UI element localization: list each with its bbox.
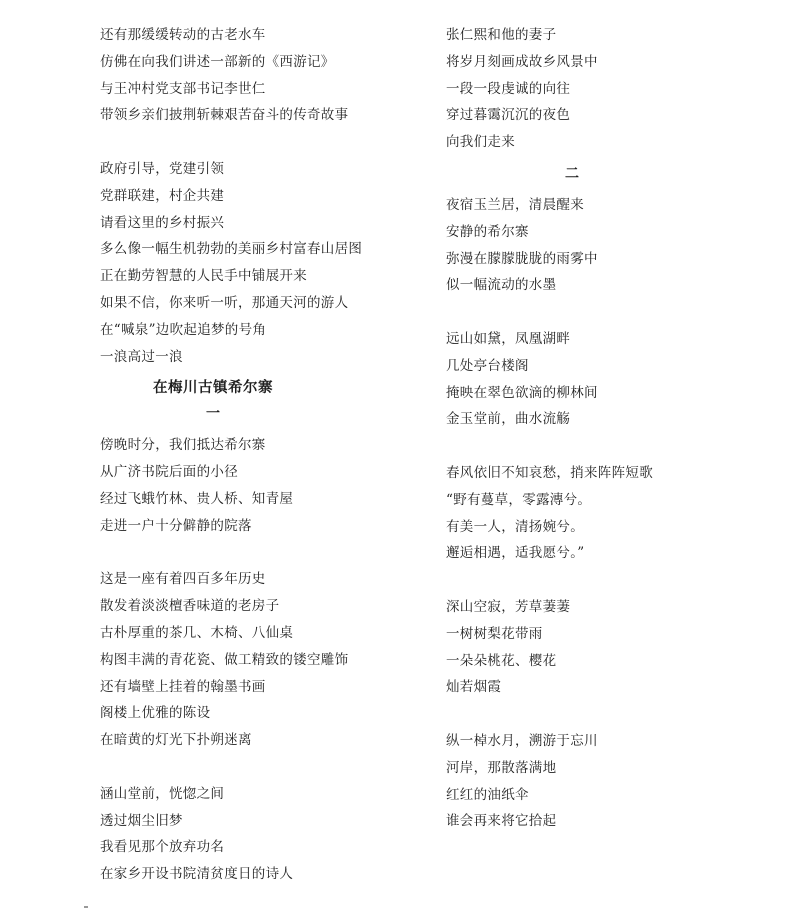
poem-line: 政府引导，党建引领 [100, 160, 225, 177]
poem-line: 掩映在翠色欲滴的柳林间 [446, 384, 598, 401]
poem-line: 与王冲村党支部书记李世仁 [100, 80, 266, 97]
poem-line: 似一幅流动的水墨 [446, 277, 557, 294]
poem-line: 走进一户十分僻静的院落 [100, 517, 252, 534]
poem-line: 河岸，那散落满地 [446, 759, 557, 776]
stanza [100, 566, 400, 754]
poem-line: 穿过暮霭沉沉的夜色 [446, 107, 571, 124]
poem-line: 在“喊泉”边吹起追梦的号角 [100, 321, 267, 338]
poem-line: 将岁月刻画成故乡风景中 [446, 53, 598, 70]
poem-line: 带领乡亲们披荆斩棘艰苦奋斗的传奇故事 [100, 107, 349, 124]
poem-line: 在暗黄的灯光下扑朔迷离 [100, 732, 252, 749]
right-stanzas-part2 [446, 192, 766, 835]
poem-line: 涵山堂前，恍惚之间 [100, 785, 225, 802]
poem-line: 请看这里的乡村振兴 [100, 214, 225, 231]
poem-line: 几处亭台楼阁 [446, 357, 529, 374]
poem-line: 远山如黛，凤凰湖畔 [446, 330, 571, 347]
poem-line: 张仁熙和他的妻子 [446, 27, 557, 43]
stanza [446, 326, 766, 433]
poem-line: 有美一人，清扬婉兮。 [446, 518, 584, 535]
poem-line: “野有蔓草，零露漙兮。 [446, 491, 592, 508]
poem-line: 一段一段虔诚的向往 [446, 80, 571, 97]
poem-line: 还有那缓缓转动的古老水车 [100, 27, 266, 43]
poem-line: 散发着淡淡檀香味道的老房子 [100, 598, 280, 615]
poem-line: 深山空寂，芳草萋萋 [446, 598, 571, 615]
stanza [100, 156, 400, 370]
poem-line: 向我们走来 [446, 134, 515, 151]
poem-line: 透过烟尘旧梦 [100, 812, 183, 829]
poem-line: 如果不信，你来听一听，那通天河的游人 [100, 294, 349, 311]
poem-line: 弥漫在朦朦胧胧的雨雾中 [446, 250, 598, 267]
stanza [100, 781, 400, 888]
poem-line: 傍晚时分，我们抵达希尔寨 [100, 437, 266, 454]
poem-line: 还有墙壁上挂着的翰墨书画 [100, 678, 266, 695]
right-column [446, 22, 766, 862]
poem-line: 灿若烟霞 [446, 679, 502, 696]
stanza [446, 460, 766, 567]
poem-line: 这是一座有着四百多年历史 [100, 571, 266, 588]
poem-line: 一树树梨花带雨 [446, 625, 543, 642]
section-two-mark: 二 [565, 165, 579, 182]
stanza [100, 22, 400, 129]
poem-line: 纵一棹水月，溯游于忘川 [446, 732, 598, 749]
stanza [100, 432, 400, 539]
stanza [446, 728, 766, 835]
poem-line: 金玉堂前，曲水流觞 [446, 411, 571, 428]
right-stanzas-part1 [446, 22, 766, 156]
poem-line: 邂逅相遇，适我愿兮。” [446, 545, 585, 562]
poem-line: 正在勤劳智慧的人民手中铺展开来 [100, 268, 307, 285]
poem-line: 春风依旧不知哀愁，捎来阵阵短歌 [446, 464, 653, 481]
poem-line: 一朵朵桃花、樱花 [446, 652, 557, 669]
stanza [446, 594, 766, 701]
poem-line: 在家乡开设书院清贫度日的诗人 [100, 866, 294, 883]
poem-line: 多么像一幅生机勃勃的美丽乡村富春山居图 [100, 241, 363, 258]
stanza [446, 192, 766, 299]
poem-line: 夜宿玉兰居，清晨醒来 [446, 196, 584, 213]
left-column [100, 22, 400, 888]
section-one-mark: 一 [206, 406, 220, 423]
poem-line: 红红的油纸伞 [446, 786, 529, 803]
poem-line: 一浪高过一浪 [100, 348, 183, 365]
stanza [446, 22, 766, 156]
poem-line: 党群联建，村企共建 [100, 187, 225, 204]
page-corner-mark [84, 906, 88, 908]
poem-line: 构图丰满的青花瓷、做工精致的镂空雕饰 [100, 651, 349, 668]
poem-line: 阁楼上优雅的陈设 [100, 705, 211, 722]
poem-line: 古朴厚重的茶几、木椅、八仙桌 [100, 624, 294, 641]
poem-line: 仿佛在向我们讲述一部新的《西游记》 [100, 53, 335, 70]
poem-line: 谁会再来将它拾起 [446, 813, 557, 830]
poem-title: 在梅川古镇希尔寨 [153, 380, 273, 397]
poem-line: 安静的希尔寨 [446, 223, 529, 240]
poem-line: 从广济书院后面的小径 [100, 464, 238, 481]
left-stanzas-part1 [100, 22, 400, 370]
poem-line: 经过飞蛾竹林、贵人桥、知青屋 [100, 490, 294, 507]
left-stanzas-part2 [100, 432, 400, 888]
poem-line: 我看见那个放弃功名 [100, 839, 225, 856]
